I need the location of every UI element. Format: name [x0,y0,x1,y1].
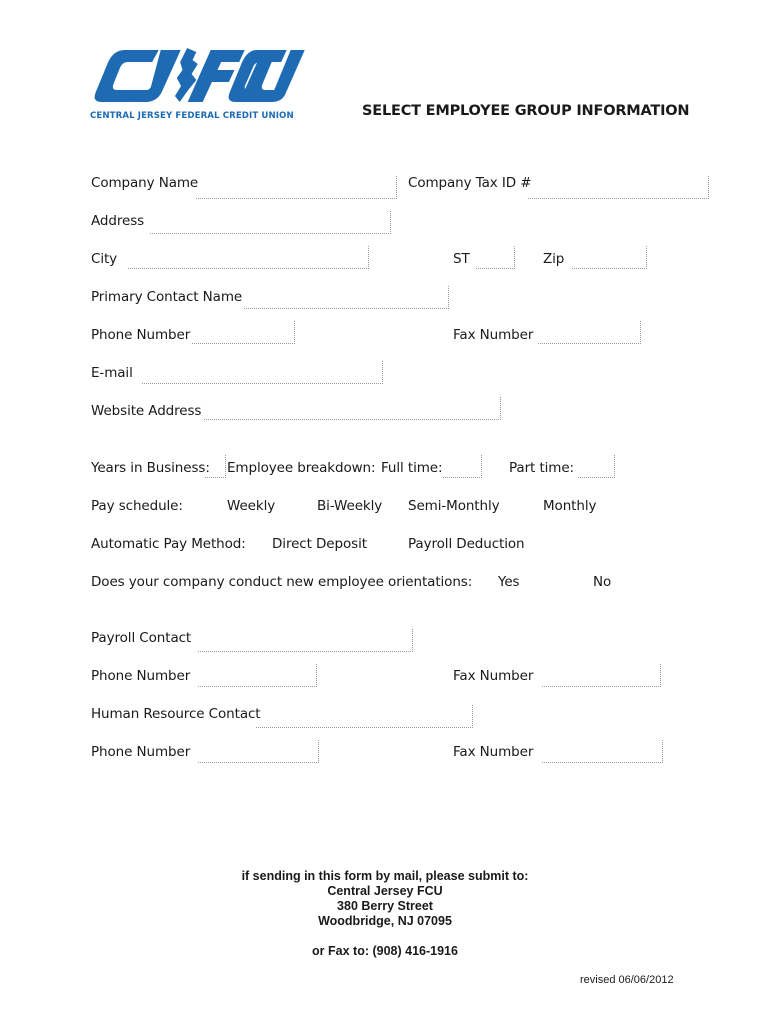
city-label: City [91,251,118,267]
payroll-contact-label: Payroll Contact [91,630,192,646]
pay-schedule-label: Pay schedule: [91,498,183,514]
pay-monthly-option[interactable]: Monthly [543,498,597,514]
hr-fax-label: Fax Number [453,744,534,760]
full-time-field[interactable] [443,455,482,478]
years-in-business-field[interactable] [205,455,226,478]
part-time-label: Part time: [509,460,574,476]
fax-instructions: or Fax to: (908) 416-1916 [312,944,458,958]
direct-deposit-option[interactable]: Direct Deposit [272,536,367,552]
company-tax-id-label: Company Tax ID # [408,175,532,191]
website-field[interactable] [204,397,501,420]
logo-tagline: CENTRAL JERSEY FEDERAL CREDIT UNION [90,111,294,121]
hr-fax-field[interactable] [542,740,663,763]
address-label: Address [91,213,145,229]
company-tax-id-field[interactable] [528,176,709,199]
mailing-recipient: Central Jersey FCU [327,884,443,898]
mailing-street: 380 Berry Street [337,899,433,913]
primary-contact-label: Primary Contact Name [91,289,243,305]
hr-phone-field[interactable] [198,740,319,763]
payroll-fax-field[interactable] [542,664,661,687]
zip-label: Zip [543,251,565,267]
cjfcu-logo [88,44,308,122]
orientation-no-option[interactable]: No [593,574,612,590]
phone-number-label: Phone Number [91,327,191,343]
company-name-field[interactable] [196,176,397,199]
zip-field[interactable] [572,246,647,269]
payroll-deduction-option[interactable]: Payroll Deduction [408,536,525,552]
pay-weekly-option[interactable]: Weekly [227,498,276,514]
st-label: ST [453,251,470,267]
hr-phone-label: Phone Number [91,744,191,760]
pay-biweekly-option[interactable]: Bi-Weekly [317,498,383,514]
pay-semimonthly-option[interactable]: Semi-Monthly [408,498,500,514]
phone-number-field[interactable] [192,321,295,344]
payroll-phone-field[interactable] [198,664,317,687]
mailing-instructions: if sending in this form by mail, please submit to: [241,869,529,883]
revision-date: revised 06/06/2012 [580,974,674,986]
orientation-yes-option[interactable]: Yes [498,574,520,590]
mailing-city: Woodbridge, NJ 07095 [318,914,452,928]
payroll-contact-field[interactable] [198,629,413,652]
years-in-business-label: Years in Business: [91,460,210,476]
st-field[interactable] [476,246,515,269]
primary-contact-field[interactable] [244,286,449,309]
payroll-fax-label: Fax Number [453,668,534,684]
full-time-label: Full time: [381,460,443,476]
orientation-question: Does your company conduct new employee orientations: [91,574,473,590]
page-title: SELECT EMPLOYEE GROUP INFORMATION [362,103,690,119]
email-field[interactable] [142,361,383,384]
hr-contact-field[interactable] [256,705,473,728]
city-field[interactable] [128,246,369,269]
part-time-field[interactable] [578,455,615,478]
employee-breakdown-label: Employee breakdown: [227,460,376,476]
auto-pay-label: Automatic Pay Method: [91,536,246,552]
logo-mark [93,48,305,102]
payroll-phone-label: Phone Number [91,668,191,684]
address-field[interactable] [150,211,391,234]
hr-contact-label: Human Resource Contact [91,706,261,722]
email-label: E-mail [91,365,133,381]
company-name-label: Company Name [91,175,199,191]
fax-number-label: Fax Number [453,327,534,343]
website-label: Website Address [91,403,202,419]
fax-number-field[interactable] [538,321,641,344]
